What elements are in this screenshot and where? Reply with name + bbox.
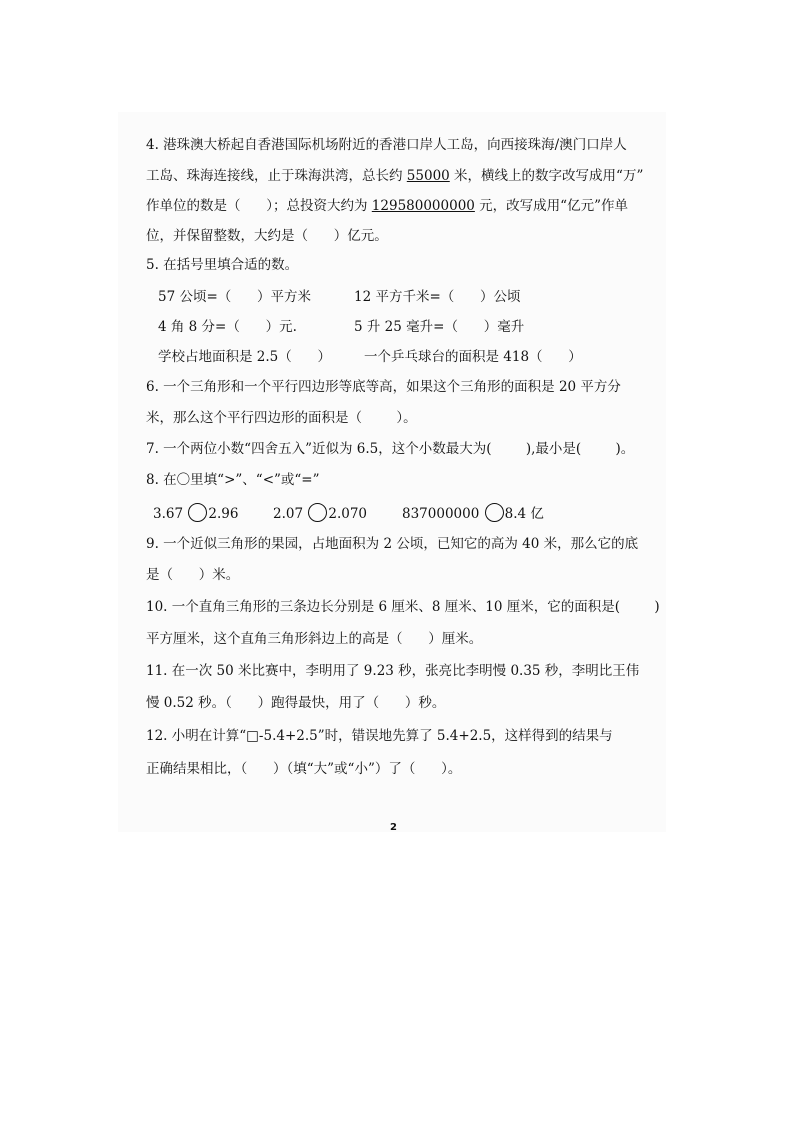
q8-c-left: 837000000 xyxy=(402,506,480,522)
q9-line1: 9. 一个近似三角形的果园，占地面积为 2 公顷，已知它的高为 40 米，那么它的底 xyxy=(146,536,639,552)
q7-line1: 7. 一个两位小数“四舍五入”近似为 6.5，这个小数最大为( ),最小是( )。 xyxy=(146,441,635,457)
q12-line1: 12. 小明在计算“□-5.4+2.5”时，错误地先算了 5.4+2.5，这样得到的结果与 xyxy=(146,728,613,744)
q5-r1a: 57 公顷=（ ）平方米 xyxy=(158,289,312,305)
q4-underlined-number-2: 129580000000 xyxy=(371,198,475,214)
q4-line1: 4. 港珠澳大桥起自香港国际机场附近的香港口岸人工岛，向西接珠海/澳门口岸人 xyxy=(146,137,627,153)
q4-line2-start: 工岛、珠海连接线，止于珠海洪湾，总长约 xyxy=(146,168,407,184)
q8-title: 8. 在〇里填“>”、“<”或“=” xyxy=(146,472,320,488)
q8-b-right: 2.070 xyxy=(328,506,368,522)
q8-b-left: 2.07 xyxy=(273,506,304,522)
answer-circle-c[interactable] xyxy=(485,503,504,522)
q8-compare-c xyxy=(402,503,544,523)
q6-line2: 米，那么这个平行四边形的面积是（ ）。 xyxy=(146,410,417,426)
q8-a-left: 3.67 xyxy=(153,506,184,522)
q5-r2b: 5 升 25 毫升=（ ）毫升 xyxy=(354,319,525,335)
q11-line2: 慢 0.52 秒。（ ）跑得最快，用了（ ）秒。 xyxy=(146,695,446,711)
q8-a-right: 2.96 xyxy=(208,506,239,522)
q5-title: 5. 在括号里填合适的数。 xyxy=(146,257,299,273)
page-number: 2 xyxy=(390,822,397,833)
q5-r2a: 4 角 8 分=（ ）元. xyxy=(158,319,297,335)
answer-circle-b[interactable] xyxy=(308,503,327,522)
q4-underlined-number-1: 55000 xyxy=(406,168,450,184)
q4-line4: 位，并保留整数，大约是（ ）亿元。 xyxy=(146,228,388,244)
q4-line2-end: 米，横线上的数字改写成用“万” xyxy=(449,168,644,184)
q6-line1: 6. 一个三角形和一个平行四边形等底等高，如果这个三角形的面积是 20 平方分 xyxy=(146,379,621,395)
q4-line3 xyxy=(146,197,628,215)
q12-line2: 正确结果相比，（ ）（填“大”或“小”）了（ ）。 xyxy=(146,761,462,777)
q11-line1: 11. 在一次 50 米比赛中，李明用了 9.23 秒，张亮比李明慢 0.35 秒，李明比王伟 xyxy=(146,663,640,679)
q5-r3a: 学校占地面积是 2.5（ ） xyxy=(158,349,332,365)
q8-c-right: 8.4 亿 xyxy=(504,506,544,522)
q10-line2: 平方厘米，这个直角三角形斜边上的高是（ ）厘米。 xyxy=(146,631,483,647)
q9-line2: 是（ ）米。 xyxy=(146,567,240,583)
q4-line3-end: 元，改写成用“亿元”作单 xyxy=(474,198,628,214)
q4-line2 xyxy=(146,167,643,185)
q5-r3b: 一个乒乓球台的面积是 418（ ） xyxy=(364,349,582,365)
q8-compare-b xyxy=(273,503,367,523)
q5-r1b: 12 平方千米=（ ）公顷 xyxy=(354,289,521,305)
answer-circle-a[interactable] xyxy=(188,503,207,522)
q8-compare-a xyxy=(153,503,238,523)
q10-line1: 10. 一个直角三角形的三条边长分别是 6 厘米、8 厘米、10 厘米，它的面积是( ) xyxy=(146,599,660,615)
q4-line3-start: 作单位的数是（ ）；总投资大约为 xyxy=(146,198,372,214)
